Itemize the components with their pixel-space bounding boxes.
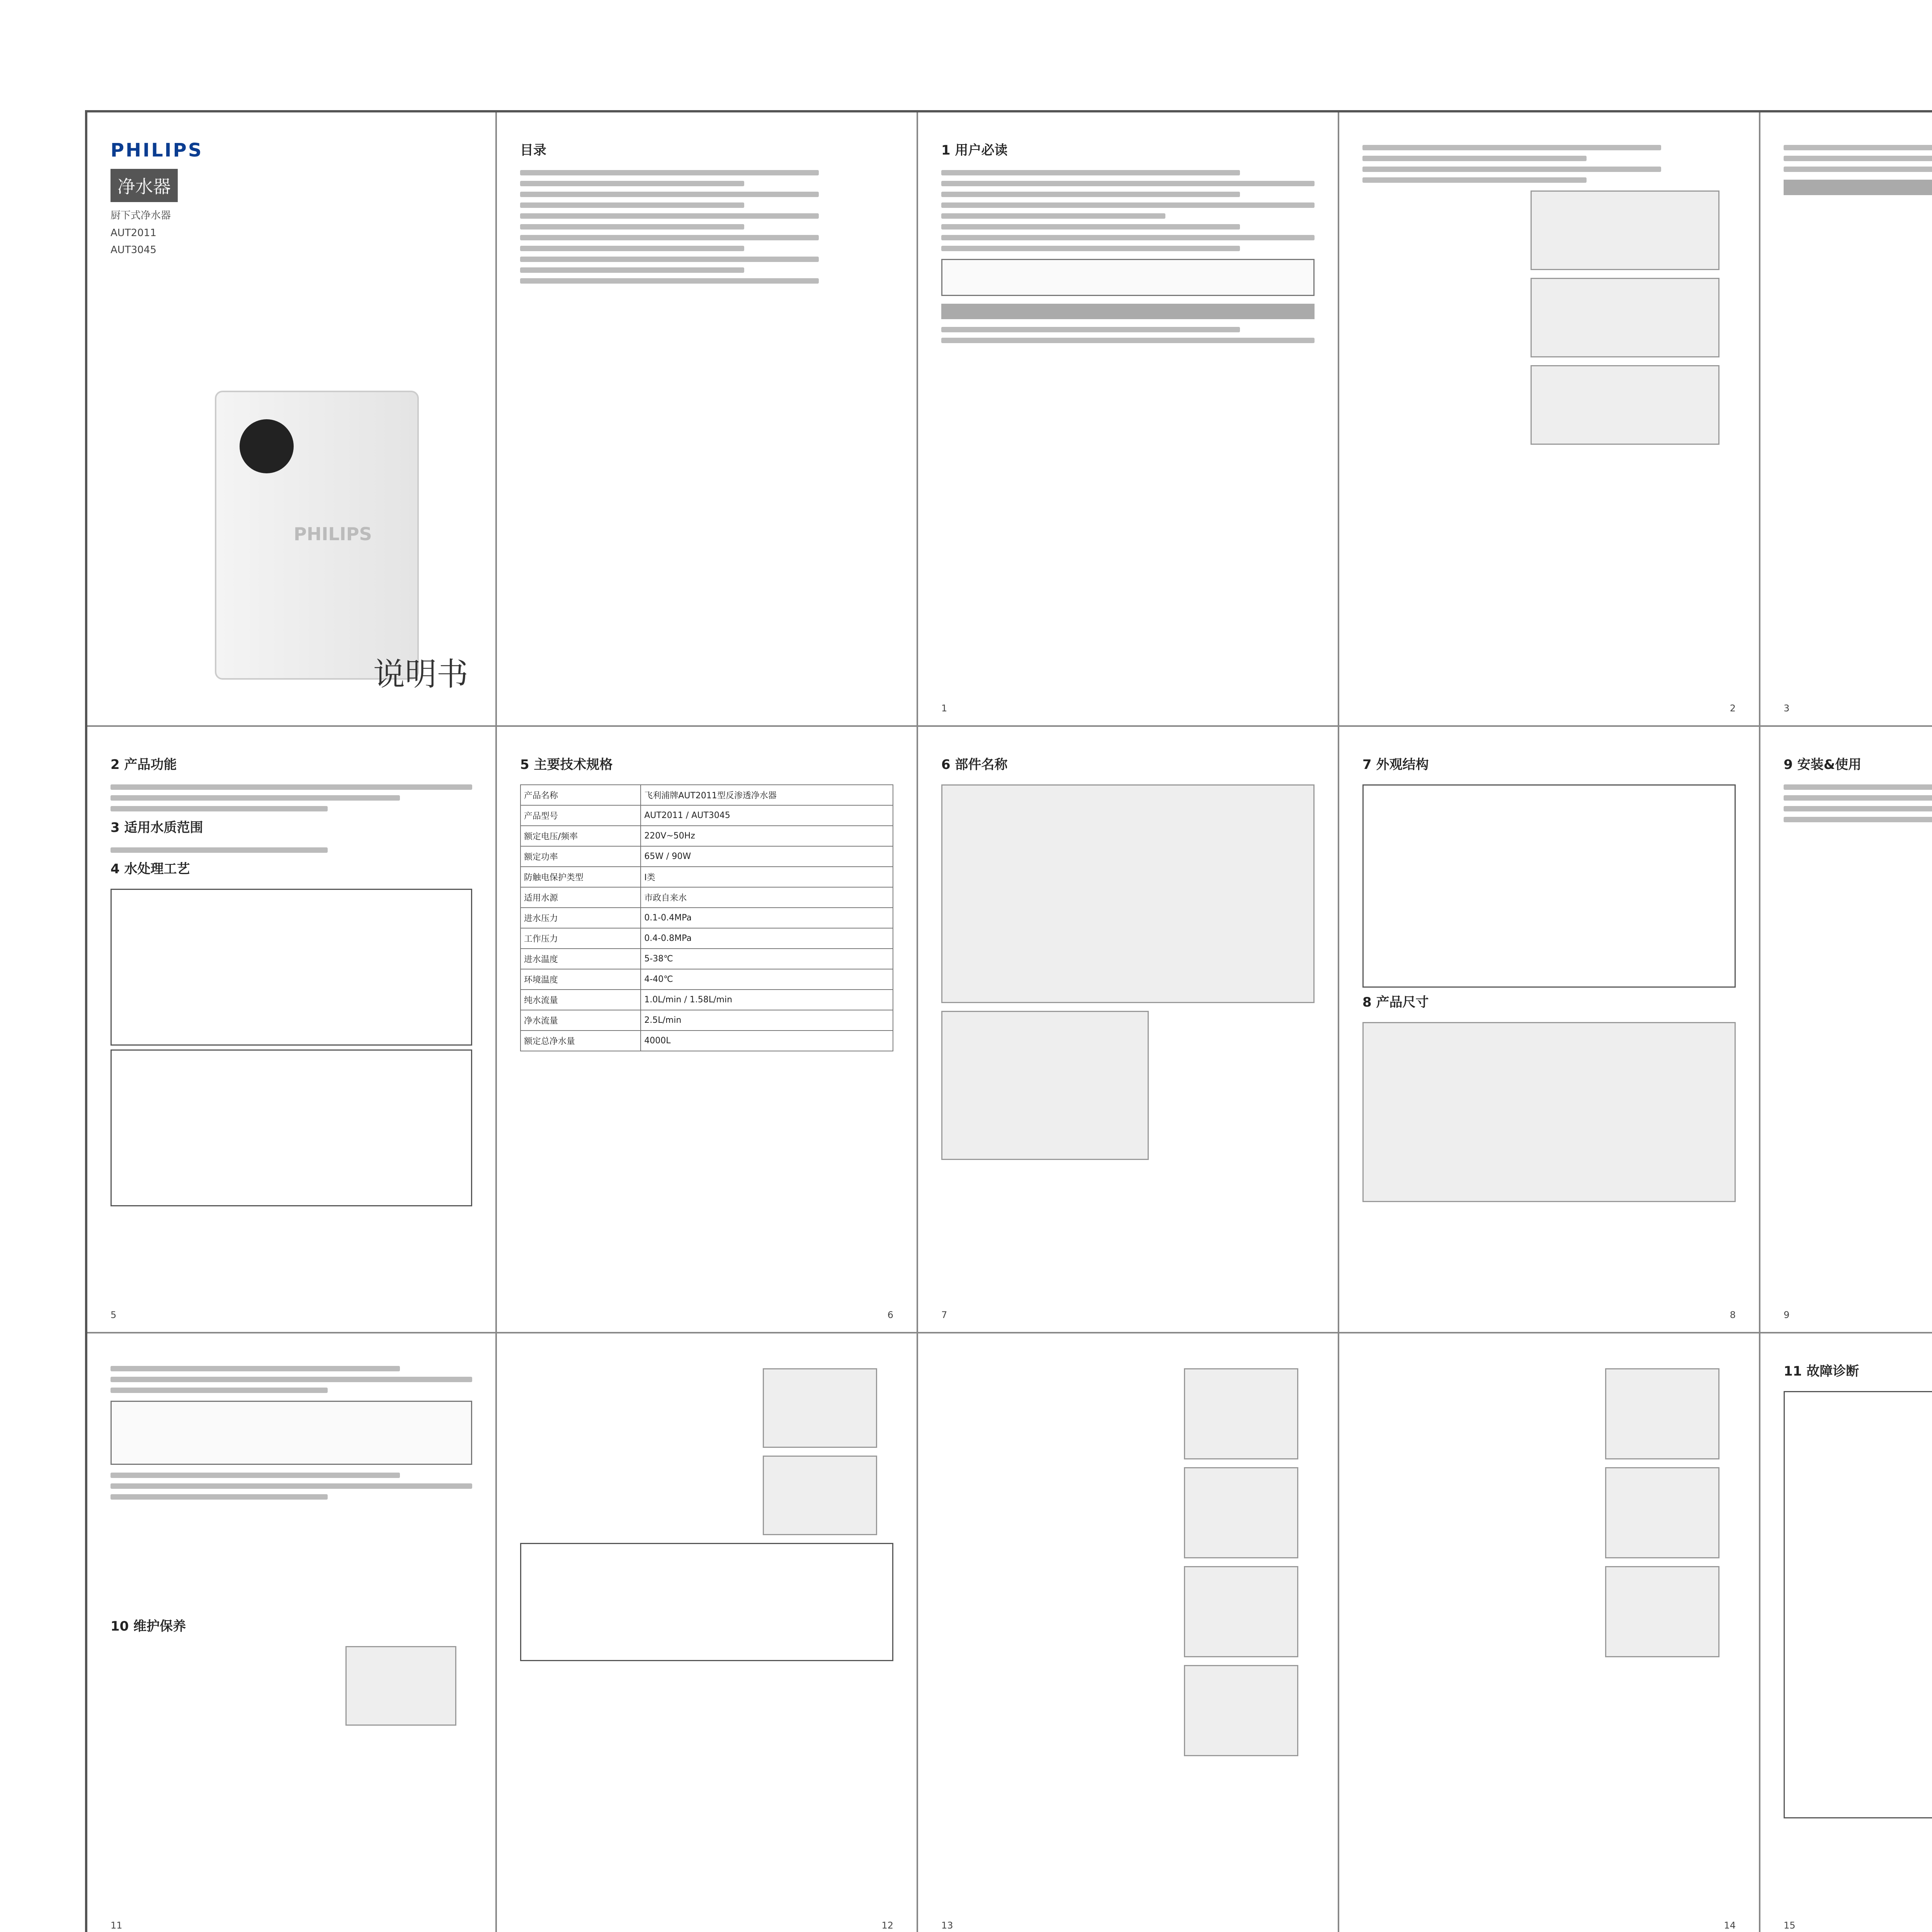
- figure: [1531, 365, 1719, 445]
- spec-label: 工作压力: [520, 928, 641, 949]
- page-title: 5 主要技术规格: [520, 757, 613, 772]
- spec-label: 净水流量: [520, 1010, 641, 1031]
- figure: [1531, 190, 1719, 270]
- spec-label: 产品型号: [520, 805, 641, 826]
- figure: [345, 1646, 456, 1726]
- page-3: [1760, 112, 1932, 727]
- spec-label: 适用水源: [520, 887, 641, 908]
- page-number: 2: [1730, 703, 1736, 714]
- page-number: 12: [881, 1920, 893, 1931]
- troubleshooting-table: [1784, 1391, 1932, 1818]
- page-number: 8: [1730, 1310, 1736, 1320]
- spec-row: [520, 908, 893, 928]
- page-number: 11: [111, 1920, 122, 1931]
- spec-value: 4-40℃: [641, 969, 893, 990]
- section-title: 4 水处理工艺: [111, 861, 190, 877]
- philips-logo: PHILIPS: [111, 139, 203, 161]
- spec-value: 0.1-0.4MPa: [641, 908, 893, 928]
- spec-value: 65W / 90W: [641, 846, 893, 867]
- page-title: 目录: [520, 143, 546, 158]
- spec-label: 额定功率: [520, 846, 641, 867]
- figure: [1184, 1368, 1298, 1459]
- spec-value: 1.0L/min / 1.58L/min: [641, 990, 893, 1010]
- figure: [1184, 1665, 1298, 1756]
- spec-row: [520, 846, 893, 867]
- page-number: 1: [941, 703, 947, 714]
- cover-title: 说明书: [373, 656, 468, 693]
- page-number: 15: [1784, 1920, 1796, 1931]
- page-number: 6: [887, 1310, 893, 1320]
- spec-value: 220V~50Hz: [641, 826, 893, 846]
- warning-box: [941, 259, 1315, 296]
- page-13: [918, 1333, 1339, 1932]
- notice-header: [1784, 180, 1932, 195]
- spec-row: [520, 1010, 893, 1031]
- spec-row: [520, 928, 893, 949]
- page-title: 2 产品功能: [111, 757, 177, 772]
- figure: [1605, 1467, 1719, 1558]
- spec-label: 产品名称: [520, 785, 641, 805]
- side-view: [941, 1011, 1149, 1160]
- spec-value: I类: [641, 867, 893, 887]
- spec-value: 市政自来水: [641, 887, 893, 908]
- page-6: [497, 727, 918, 1333]
- cover-panel: [87, 112, 497, 727]
- section-title: 8 产品尺寸: [1362, 995, 1429, 1010]
- section-title: 3 适用水质范围: [111, 820, 203, 835]
- figure: [763, 1456, 877, 1535]
- page-title: 1 用户必读: [941, 143, 1008, 158]
- filter-table: [520, 1543, 893, 1661]
- spec-row: [520, 805, 893, 826]
- spec-label: 额定总净水量: [520, 1031, 641, 1051]
- page-7: [918, 727, 1339, 1333]
- model-2: AUT3045: [111, 244, 156, 256]
- page-2: [1339, 112, 1760, 727]
- page-12: [497, 1333, 918, 1932]
- page-11: [87, 1333, 497, 1932]
- product-band: 净水器: [111, 169, 178, 202]
- section-title: 10 维护保养: [111, 1619, 186, 1634]
- page-9: [1760, 727, 1932, 1333]
- page-number: 5: [111, 1310, 117, 1320]
- size-drawing: [1362, 1022, 1736, 1202]
- device-illustration: [215, 391, 419, 680]
- spec-value: 2.5L/min: [641, 1010, 893, 1031]
- spec-value: AUT2011 / AUT3045: [641, 805, 893, 826]
- spec-label: 防触电保护类型: [520, 867, 641, 887]
- spec-value: 飞利浦牌AUT2011型反渗透净水器: [641, 785, 893, 805]
- device-brand: PHILIPS: [294, 524, 372, 544]
- figure: [1184, 1566, 1298, 1657]
- page-title: 6 部件名称: [941, 757, 1008, 772]
- figure: [1184, 1467, 1298, 1558]
- spec-value: 0.4-0.8MPa: [641, 928, 893, 949]
- page-number: 13: [941, 1920, 953, 1931]
- structure-diagram: [1362, 784, 1736, 988]
- spec-row: [520, 969, 893, 990]
- page-8: [1339, 727, 1760, 1333]
- spec-row: [520, 990, 893, 1010]
- spec-table: [520, 784, 893, 1051]
- figure: [1605, 1566, 1719, 1657]
- page-1: [918, 112, 1339, 727]
- toc-panel: [497, 112, 918, 727]
- page-14: [1339, 1333, 1760, 1932]
- warning-header: [941, 304, 1315, 319]
- process-diagram: [111, 889, 472, 1046]
- spec-label: 纯水流量: [520, 990, 641, 1010]
- page-number: 7: [941, 1310, 947, 1320]
- spec-row: [520, 1031, 893, 1051]
- spec-label: 进水压力: [520, 908, 641, 928]
- page-15: [1760, 1333, 1932, 1932]
- spec-value: 5-38℃: [641, 949, 893, 969]
- product-sub: 厨下式净水器: [111, 210, 171, 221]
- page-title: 7 外观结构: [1362, 757, 1429, 772]
- manual-sheet: [85, 110, 1932, 1932]
- page-title: 9 安装&使用: [1784, 757, 1862, 772]
- process-diagram: [111, 1049, 472, 1206]
- figure: [1531, 278, 1719, 357]
- page-number: 14: [1724, 1920, 1736, 1931]
- spec-label: 环境温度: [520, 969, 641, 990]
- spec-label: 额定电压/频率: [520, 826, 641, 846]
- spec-row: [520, 867, 893, 887]
- figure: [1605, 1368, 1719, 1459]
- page-number: 3: [1784, 703, 1790, 714]
- page-title: 11 故障诊断: [1784, 1364, 1859, 1379]
- display-icon: [240, 419, 294, 473]
- figure: [763, 1368, 877, 1448]
- spec-row: [520, 826, 893, 846]
- page-number: 9: [1784, 1310, 1790, 1320]
- exploded-view: [941, 784, 1315, 1003]
- spec-label: 进水温度: [520, 949, 641, 969]
- spec-row: [520, 887, 893, 908]
- model-1: AUT2011: [111, 227, 156, 239]
- spec-row: [520, 785, 893, 805]
- spec-row: [520, 949, 893, 969]
- page-5: [87, 727, 497, 1333]
- indicator-box: [111, 1401, 472, 1465]
- spec-value: 4000L: [641, 1031, 893, 1051]
